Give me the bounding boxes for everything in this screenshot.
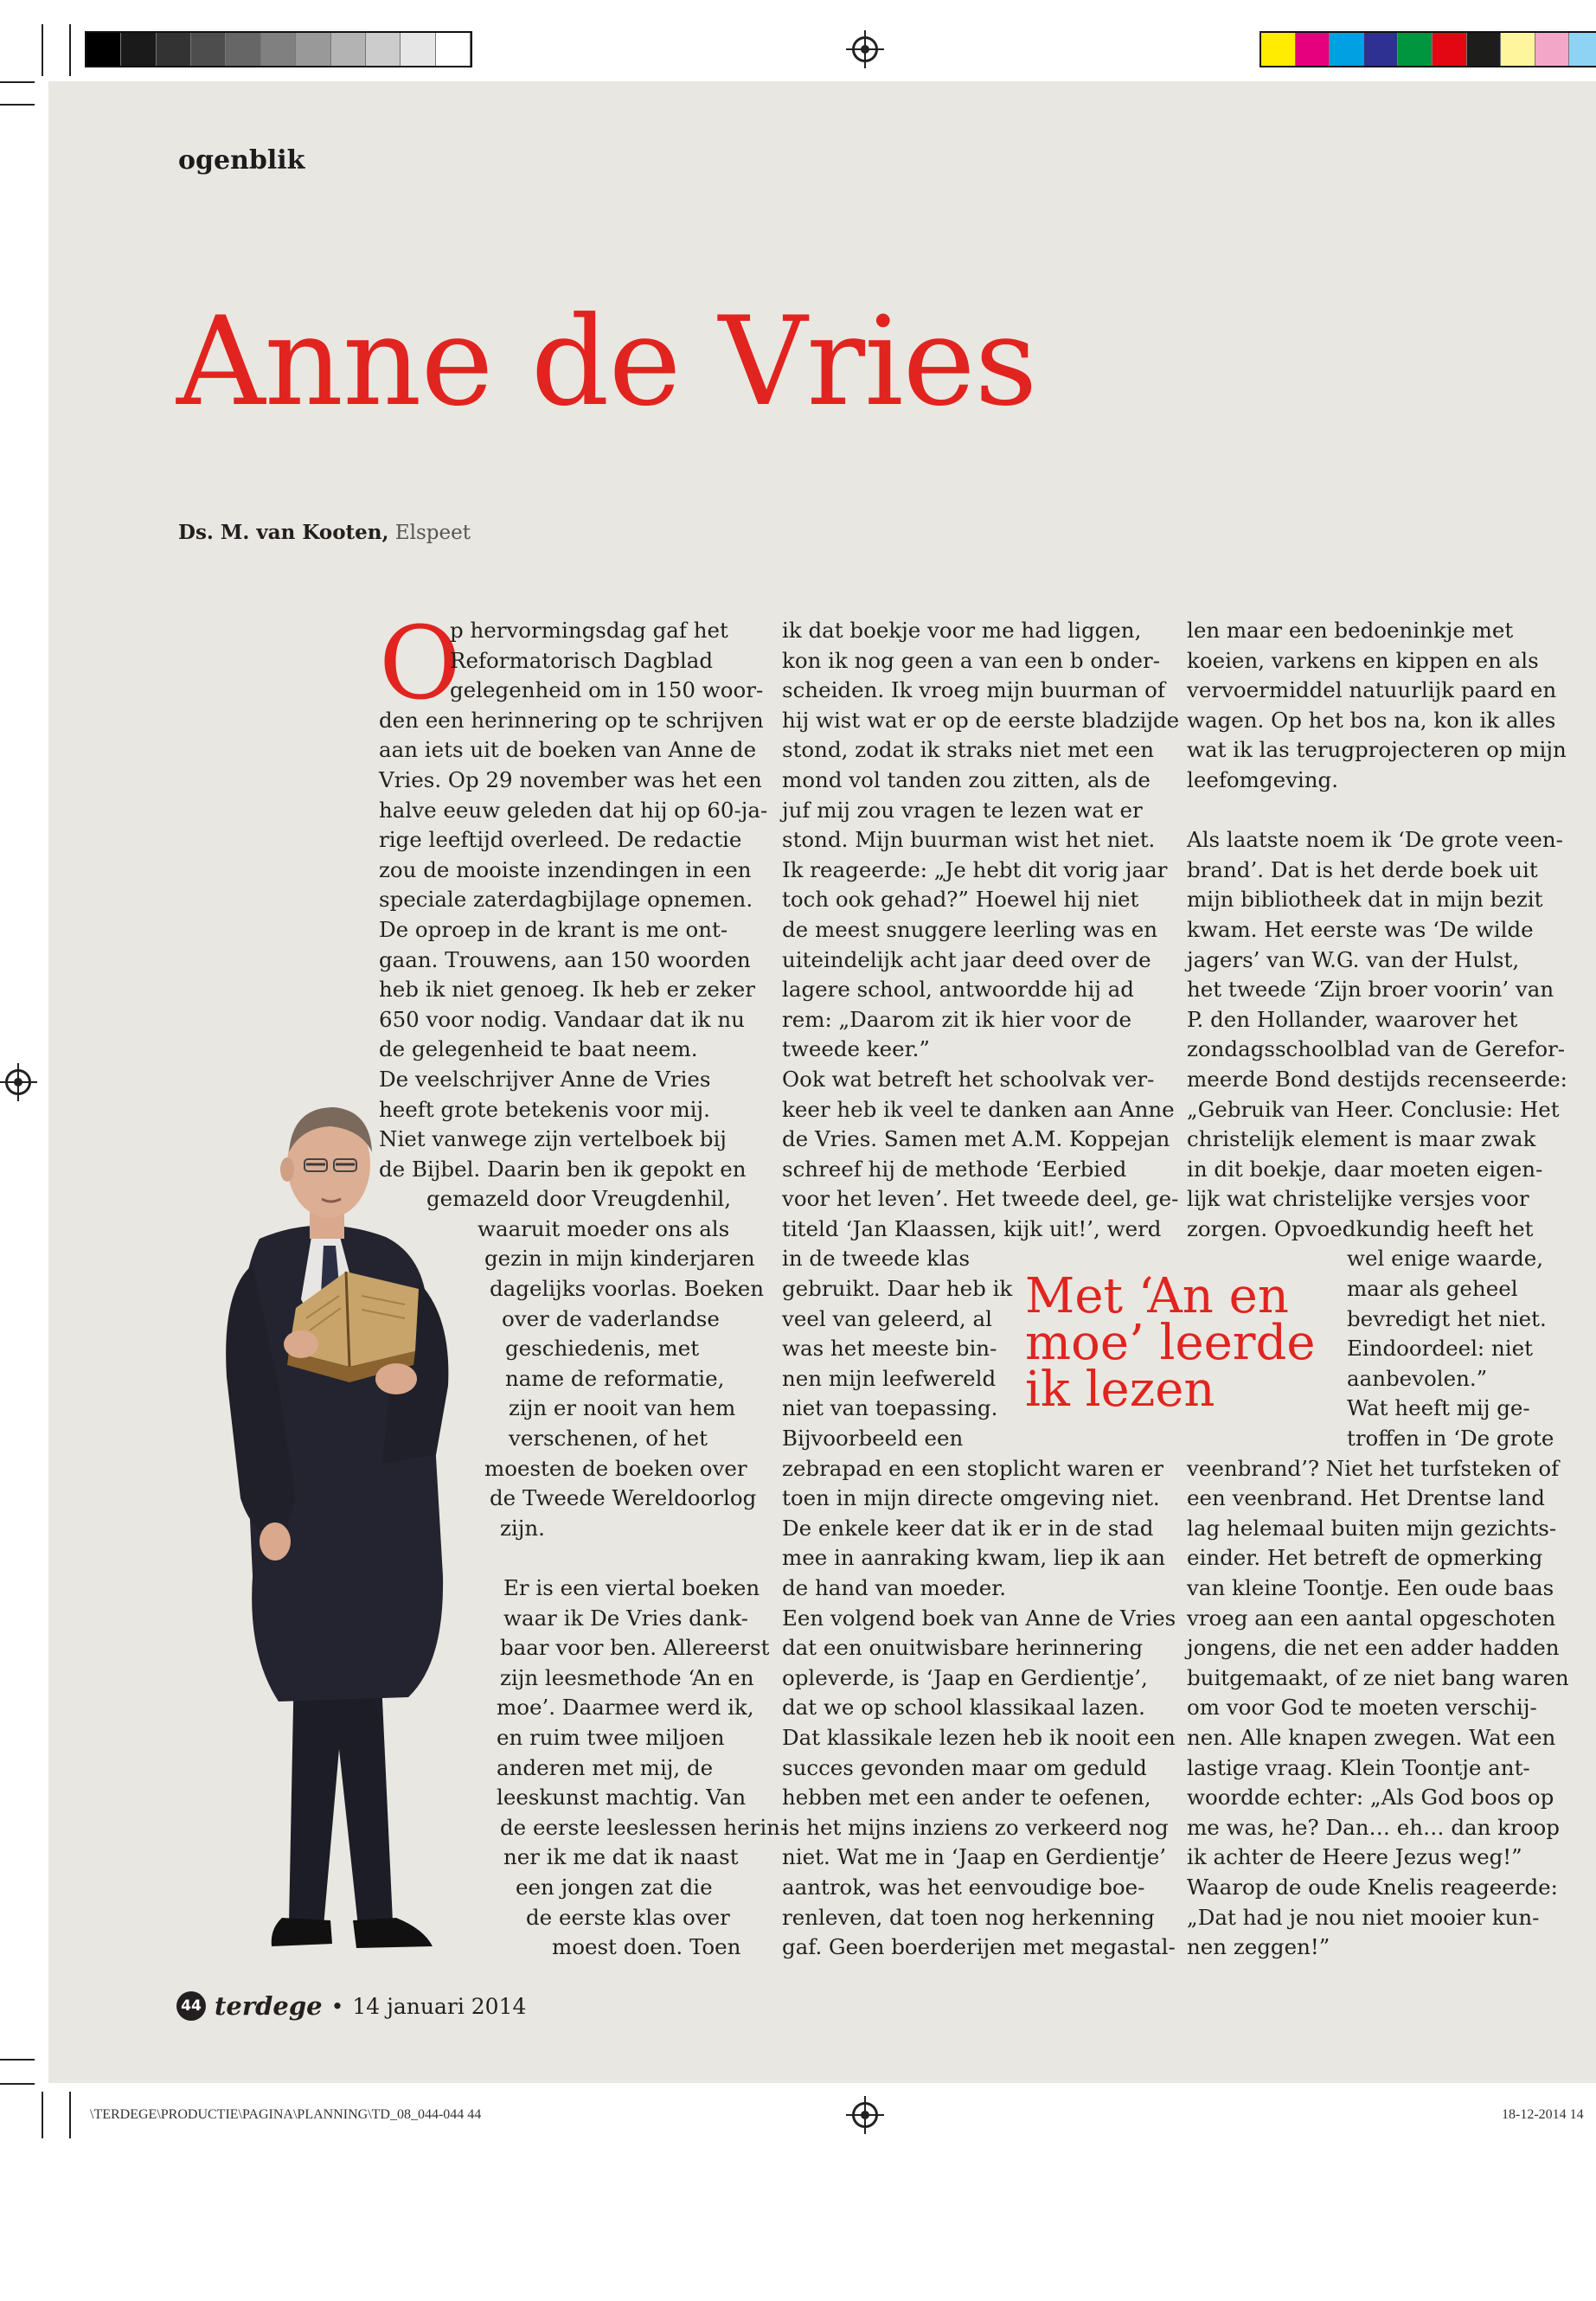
col3-line: wagen. Op het bos na, kon ik alles [1187,707,1556,733]
col3-line: einder. Het betreft de opmerking [1187,1545,1543,1571]
printer-slug-path: \TERDEGE\PRODUCTIE\PAGINA\PLANNING\TD_08_044-044 44 [90,2107,482,2122]
registration-mark-bottom [852,2102,878,2128]
color-swatch [1535,33,1570,66]
col2-line: gaf. Geen boerderijen met megastal- [782,1934,1176,1960]
color-swatch [1569,33,1596,66]
col1-line: de gelegenheid te baat neem. [379,1036,698,1062]
col1-line: waar ik De Vries dank- [503,1605,748,1631]
col3-line: jagers’ van W.G. van der Hulst, [1187,946,1520,972]
col3-line: me was, he? Dan… eh… dan kroop [1187,1814,1560,1840]
col3-line: nen zeggen!” [1187,1934,1330,1960]
col2-line: kon ik nog geen a van een b onder- [782,647,1161,673]
pull-quote-line: moe’ leerde [1025,1315,1316,1371]
footer-separator: • [330,1993,344,2019]
col1-line: zijn er nooit van hem [509,1395,736,1421]
col1-line: aan iets uit de boeken van Anne de [379,737,757,763]
col1-line: dagelijks voorlas. Boeken [490,1276,764,1302]
col2-line: nen mijn leefwereld [782,1365,997,1391]
col1-line: speciale zaterdagbijlage opnemen. [379,887,753,913]
gray-swatch [296,33,330,66]
col3-line: een veenbrand. Het Drentse land [1187,1485,1545,1511]
col2-line: succes gevonden maar om geduld [782,1754,1147,1780]
col2-line: Ook wat betreft het schoolvak ver- [782,1066,1155,1092]
col3-line: jongens, die net een adder hadden [1187,1635,1560,1661]
col3-line: lag helemaal buiten mijn gezichts- [1187,1515,1557,1541]
col2-line: De enkele keer dat ik er in de stad [782,1515,1154,1541]
col1-line: anderen met mij, de [497,1754,714,1780]
col2-line: de meest snuggere leerling was en [782,916,1158,942]
col1-line: leeskunst machtig. Van [497,1785,747,1811]
gray-swatch [157,33,191,66]
col1-line: geschiedenis, met [505,1336,700,1362]
col1-line [379,1543,787,1574]
col3-line: wel enige waarde, [1347,1246,1544,1272]
registration-mark-top [852,36,878,62]
col1-line: Er is een viertal boeken [503,1575,760,1600]
col2-line: hij wist wat er op de eerste bladzijde [782,707,1180,733]
page-number-badge: 44 [176,1991,206,2021]
pull-quote-line: Met ‘An en [1025,1268,1289,1324]
col3-line: wat ik las terugprojecteren op mijn [1187,737,1567,763]
col3-line: vroeg aan een aantal opgeschoten [1187,1605,1556,1631]
crop-mark-left-bottom-2 [69,2092,71,2138]
col1-line: zou de mooiste inzendingen in een [379,856,752,882]
col3-line: zorgen. Opvoedkundig heeft het [1187,1215,1534,1241]
col2-line: juf mij zou vragen te lezen wat er [782,797,1143,823]
crop-mark-h-bottom-2 [0,2083,35,2085]
col2-line: opleverde, is ‘Jaap en Gerdientje’, [782,1664,1148,1690]
col1-line: gaan. Trouwens, aan 150 woorden [379,946,751,972]
col1-line: gelegenheid om in 150 woor- [450,677,764,703]
gray-swatch [401,33,435,66]
gray-swatch [226,33,260,66]
page-footer [176,1991,526,2021]
color-swatch [1261,33,1296,66]
col1-line: p hervormingsdag gaf het [450,618,728,643]
col1-line: rige leeftijd overleed. De redactie [379,827,742,853]
col1-line: baar voor ben. Allereerst [500,1635,770,1661]
col2-line: stond. Mijn buurman wist het niet. [782,827,1156,853]
crop-mark-left-top [42,24,43,76]
crop-mark-h-top [0,81,35,83]
col2-line: lagere school, antwoordde hij ad [782,977,1134,1003]
crop-mark-left-top-2 [69,24,71,76]
crop-mark-h-bottom [0,2059,35,2061]
col3-line: lastige vraag. Klein Toontje ant- [1187,1754,1530,1780]
col3-line: leefomgeving. [1187,766,1338,792]
col2-line: schreef hij de methode ‘Eerbied [782,1156,1127,1182]
article-headline: Anne de Vries [176,291,1037,433]
col2-line: tweede keer.” [782,1036,930,1062]
byline [178,521,471,544]
col3-line: Eindoordeel: niet [1347,1336,1533,1362]
col2-line: is het mijns inziens zo verkeerd nog [782,1814,1169,1840]
col2-line: Dat klassikale lezen heb ik nooit een [782,1724,1176,1750]
col3-line: nen. Alle knapen zwegen. Wat een [1187,1724,1556,1750]
col2-line: Een volgend boek van Anne de Vries [782,1605,1176,1631]
col2-line: Bijvoorbeeld een [782,1426,964,1452]
col2-line: toch ook gehad?” Hoewel hij niet [782,887,1139,913]
col3-line: Waarop de oude Knelis reageerde: [1187,1874,1558,1900]
text-column-1 [379,606,788,1963]
author-name: Ds. M. van Kooten, [178,521,389,544]
printer-slug-stamp: 18-12-2014 14 [1502,2107,1584,2122]
col1-line: een jongen zat die [516,1874,713,1900]
col2-line: stond, zodat ik straks niet met een [782,737,1155,763]
col3-line: troffen in ‘De grote [1347,1426,1554,1452]
col1-line: de Bijbel. Daarin ben ik gepokt en [379,1156,747,1182]
col1-line: verschenen, of het [509,1426,708,1452]
col1-line: ner ik me dat ik naast [503,1844,739,1870]
col2-line: niet van toepassing. [782,1395,998,1421]
col2-line: toen in mijn directe omgeving niet. [782,1485,1160,1511]
col3-line: maar als geheel [1347,1276,1518,1302]
color-swatch [1330,33,1364,66]
col2-line: zebrapad en een stoplicht waren er [782,1455,1164,1481]
col2-line: keer heb ik veel te danken aan Anne [782,1096,1175,1122]
col2-line: mee in aanraking kwam, liep ik aan [782,1545,1165,1571]
col2-line: dat een onuitwisbare herinnering [782,1635,1144,1661]
col1-line: moesten de boeken over [484,1455,747,1481]
gray-swatch [261,33,296,66]
col1-line: de eerste leeslessen herin- [500,1814,788,1840]
col2-line: in de tweede klas [782,1246,971,1272]
color-swatch [1364,33,1399,66]
col1-line: De veelschrijver Anne de Vries [379,1066,711,1092]
col1-line: den een herinnering op te schrijven [379,707,764,733]
col3-line: „Gebruik van Heer. Conclusie: Het [1187,1096,1560,1122]
author-place: Elspeet [394,522,471,544]
col1-line: moe’. Daarmee werd ik, [497,1695,754,1721]
color-swatch [1398,33,1433,66]
col2-line: dat we op school klassikaal lazen. [782,1695,1145,1721]
col3-line: buitgemaakt, of ze niet bang waren [1187,1664,1569,1690]
col2-line: hebben met een ander te oefenen, [782,1785,1151,1811]
col1-line: De oproep in de krant is me ont- [379,916,728,942]
col3-line: van kleine Toontje. Een oude baas [1187,1575,1554,1600]
col1-line: name de reformatie, [505,1365,725,1391]
col1-line: halve eeuw geleden dat hij op 60-ja- [379,797,768,823]
col1-line: heeft grote betekenis voor mij. [379,1096,710,1122]
col1-line: moest doen. Toen [552,1934,741,1960]
color-swatch [1296,33,1330,66]
color-swatch [1467,33,1502,66]
col2-line: veel van geleerd, al [782,1305,992,1331]
col2-line: gebruikt. Daar heb ik [782,1276,1013,1302]
col3-line: mijn bibliotheek dat in mijn bezit [1187,887,1543,913]
col2-line: de hand van moeder. [782,1575,1007,1600]
publication-logo: terdege [215,1991,323,2021]
color-control-strip [1259,31,1596,67]
col3-line: om voor God te moeten verschij- [1187,1695,1537,1721]
col3-line: P. den Hollander, waarover het [1187,1006,1518,1032]
col2-line: renleven, dat toen nog herkenning [782,1904,1155,1930]
col1-line: gemazeld door Vreugdenhil, [426,1186,731,1212]
col2-line: Ik reageerde: „Je hebt dit vorig jaar [782,856,1168,882]
col2-line: ik dat boekje voor me had liggen, [782,618,1142,643]
gray-swatch [191,33,226,66]
gray-swatch [87,33,121,66]
crop-mark-left-bottom [42,2092,43,2138]
color-swatch [1501,33,1535,66]
col3-line: ik achter de Heere Jezus weg!” [1187,1844,1522,1870]
col3-line: brand’. Dat is het derde boek uit [1187,856,1538,882]
col3-line: Wat heeft mij ge- [1347,1395,1530,1421]
col2-line: scheiden. Ik vroeg mijn buurman of [782,677,1165,703]
col1-line: en ruim twee miljoen [497,1724,725,1750]
col3-line: „Dat had je nou niet mooier kun- [1187,1904,1540,1930]
col3-line: bevredigt het niet. [1347,1305,1547,1331]
col3-line: Als laatste noem ik ‘De grote veen- [1187,827,1563,853]
col1-line: Vries. Op 29 november was het een [379,766,762,792]
col3-line: aanbevolen.” [1347,1365,1488,1391]
col1-line: Reformatorisch Dagblad [450,647,714,673]
col3-line: woordde echter: „Als God boos op [1187,1785,1554,1811]
col2-line: was het meeste bin- [782,1336,997,1362]
col1-line: Niet vanwege zijn vertelboek bij [379,1126,727,1152]
gray-swatch [366,33,401,66]
section-label: ogenblik [178,145,305,176]
col1-line: waaruit moeder ons als [478,1215,730,1241]
col1-line: zijn leesmethode ‘An en [500,1664,754,1690]
col2-line: titeld ‘Jan Klaassen, kijk uit!’, werd [782,1215,1162,1241]
col2-line: voor het leven’. Het tweede deel, ge- [782,1186,1179,1212]
col1-line: gezin in mijn kinderjaren [484,1246,755,1272]
col1-line: heb ik niet genoeg. Ik heb er zeker [379,977,755,1003]
col3-line: vervoermiddel natuurlijk paard en [1187,677,1557,703]
col3-line: in dit boekje, daar moeten eigen- [1187,1156,1543,1182]
registration-mark-left [5,1069,31,1095]
col1-line: 650 voor nodig. Vandaar dat ik nu [379,1006,745,1032]
crop-mark-h-top-2 [0,104,35,106]
col3-line: het tweede ‘Zijn broer voorin’ van [1187,977,1554,1003]
pull-quote-line: ik lezen [1025,1362,1215,1418]
gray-swatch [436,33,471,66]
col2-line: uiteindelijk acht jaar deed over de [782,946,1151,972]
col3-line: lijk wat christelijke versjes voor [1187,1186,1529,1212]
col2-line: de Vries. Samen met A.M. Koppejan [782,1126,1170,1152]
pull-quote [1025,1268,1316,1418]
col1-line: de Tweede Wereldoorlog [490,1485,757,1511]
col3-line [1187,796,1569,826]
grayscale-control-strip [85,31,472,67]
col3-line: veenbrand’? Niet het turfsteken of [1187,1455,1560,1481]
col3-line: koeien, varkens en kippen en als [1187,647,1539,673]
color-swatch [1433,33,1467,66]
col3-line: christelijk element is maar zwak [1187,1126,1536,1152]
col2-line: niet. Wat me in ‘Jaap en Gerdientje’ [782,1844,1166,1870]
col3-line: zondagsschoolblad van de Gerefor- [1187,1036,1566,1062]
gray-swatch [121,33,156,66]
col1-line: de eerste klas over [526,1904,730,1930]
gray-swatch [331,33,366,66]
col1-line: zijn. [500,1515,545,1541]
col1-line: over de vaderlandse [502,1305,720,1331]
col3-line: meerde Bond destijds recenseerde: [1187,1066,1567,1092]
col2-line: aantrok, was het eenvoudige boe- [782,1874,1145,1900]
col2-line: mond vol tanden zou zitten, als de [782,766,1151,792]
col2-line: rem: „Daarom zit ik hier voor de [782,1006,1131,1032]
col3-line: kwam. Het eerste was ‘De wilde [1187,916,1534,942]
col3-line: len maar een bedoeninkje met [1187,618,1514,643]
drop-cap: O [379,606,462,722]
issue-date: 14 januari 2014 [352,1993,527,2019]
